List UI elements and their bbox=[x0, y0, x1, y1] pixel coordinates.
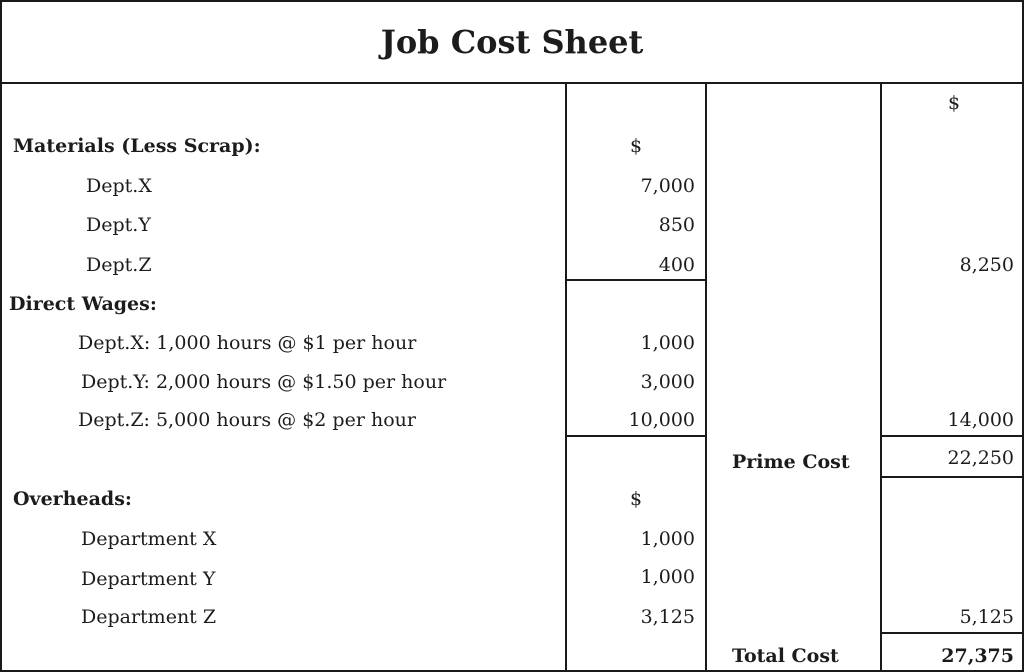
materials-item-label: Dept.X bbox=[86, 175, 152, 197]
prime-cost-bottom-rule bbox=[880, 476, 1022, 478]
overheads-item-amount: 1,000 bbox=[640, 528, 695, 550]
total-cost-amount: 27,375 bbox=[941, 645, 1014, 667]
direct-wages-item-amount: 1,000 bbox=[640, 332, 695, 354]
direct-wages-item-label: Dept.X: 1,000 hours @ $1 per hour bbox=[78, 332, 417, 354]
overheads-item-label: Department X bbox=[81, 528, 217, 550]
direct-wages-heading: Direct Wages: bbox=[9, 293, 157, 315]
direct-wages-item-amount: 10,000 bbox=[628, 409, 695, 431]
total-cost-top-rule bbox=[880, 632, 1022, 634]
materials-subtotal-rule bbox=[565, 279, 707, 281]
column-divider-2 bbox=[705, 84, 707, 672]
materials-item-label: Dept.Z bbox=[86, 254, 152, 276]
overheads-item-amount: 1,000 bbox=[640, 566, 695, 588]
sheet-title: Job Cost Sheet bbox=[2, 2, 1022, 84]
currency-header-total-column: $ bbox=[948, 92, 961, 114]
materials-heading: Materials (Less Scrap): bbox=[13, 135, 261, 157]
column-divider-1 bbox=[565, 84, 567, 672]
direct-wages-item-label: Dept.Y: 2,000 hours @ $1.50 per hour bbox=[81, 371, 447, 393]
wages-subtotal-rule bbox=[565, 435, 707, 437]
overheads-total: 5,125 bbox=[959, 606, 1014, 628]
column-divider-3 bbox=[880, 84, 882, 672]
materials-item-amount: 850 bbox=[658, 214, 695, 236]
overheads-heading: Overheads: bbox=[13, 488, 132, 510]
materials-item-amount: 7,000 bbox=[640, 175, 695, 197]
prime-cost-label: Prime Cost bbox=[732, 451, 850, 473]
prime-cost-amount: 22,250 bbox=[947, 447, 1014, 469]
direct-wages-item-label: Dept.Z: 5,000 hours @ $2 per hour bbox=[78, 409, 416, 431]
overheads-item-label: Department Y bbox=[81, 568, 216, 590]
materials-item-label: Dept.Y bbox=[86, 214, 151, 236]
materials-total: 8,250 bbox=[959, 254, 1014, 276]
materials-item-amount: 400 bbox=[658, 254, 695, 276]
currency-header-overheads: $ bbox=[630, 488, 643, 510]
overheads-item-label: Department Z bbox=[81, 606, 217, 628]
currency-header-amount-column: $ bbox=[630, 135, 643, 157]
direct-wages-total: 14,000 bbox=[947, 409, 1014, 431]
direct-wages-item-amount: 3,000 bbox=[640, 371, 695, 393]
overheads-item-amount: 3,125 bbox=[640, 606, 695, 628]
total-cost-label: Total Cost bbox=[732, 645, 839, 667]
prime-cost-top-rule bbox=[880, 435, 1022, 437]
